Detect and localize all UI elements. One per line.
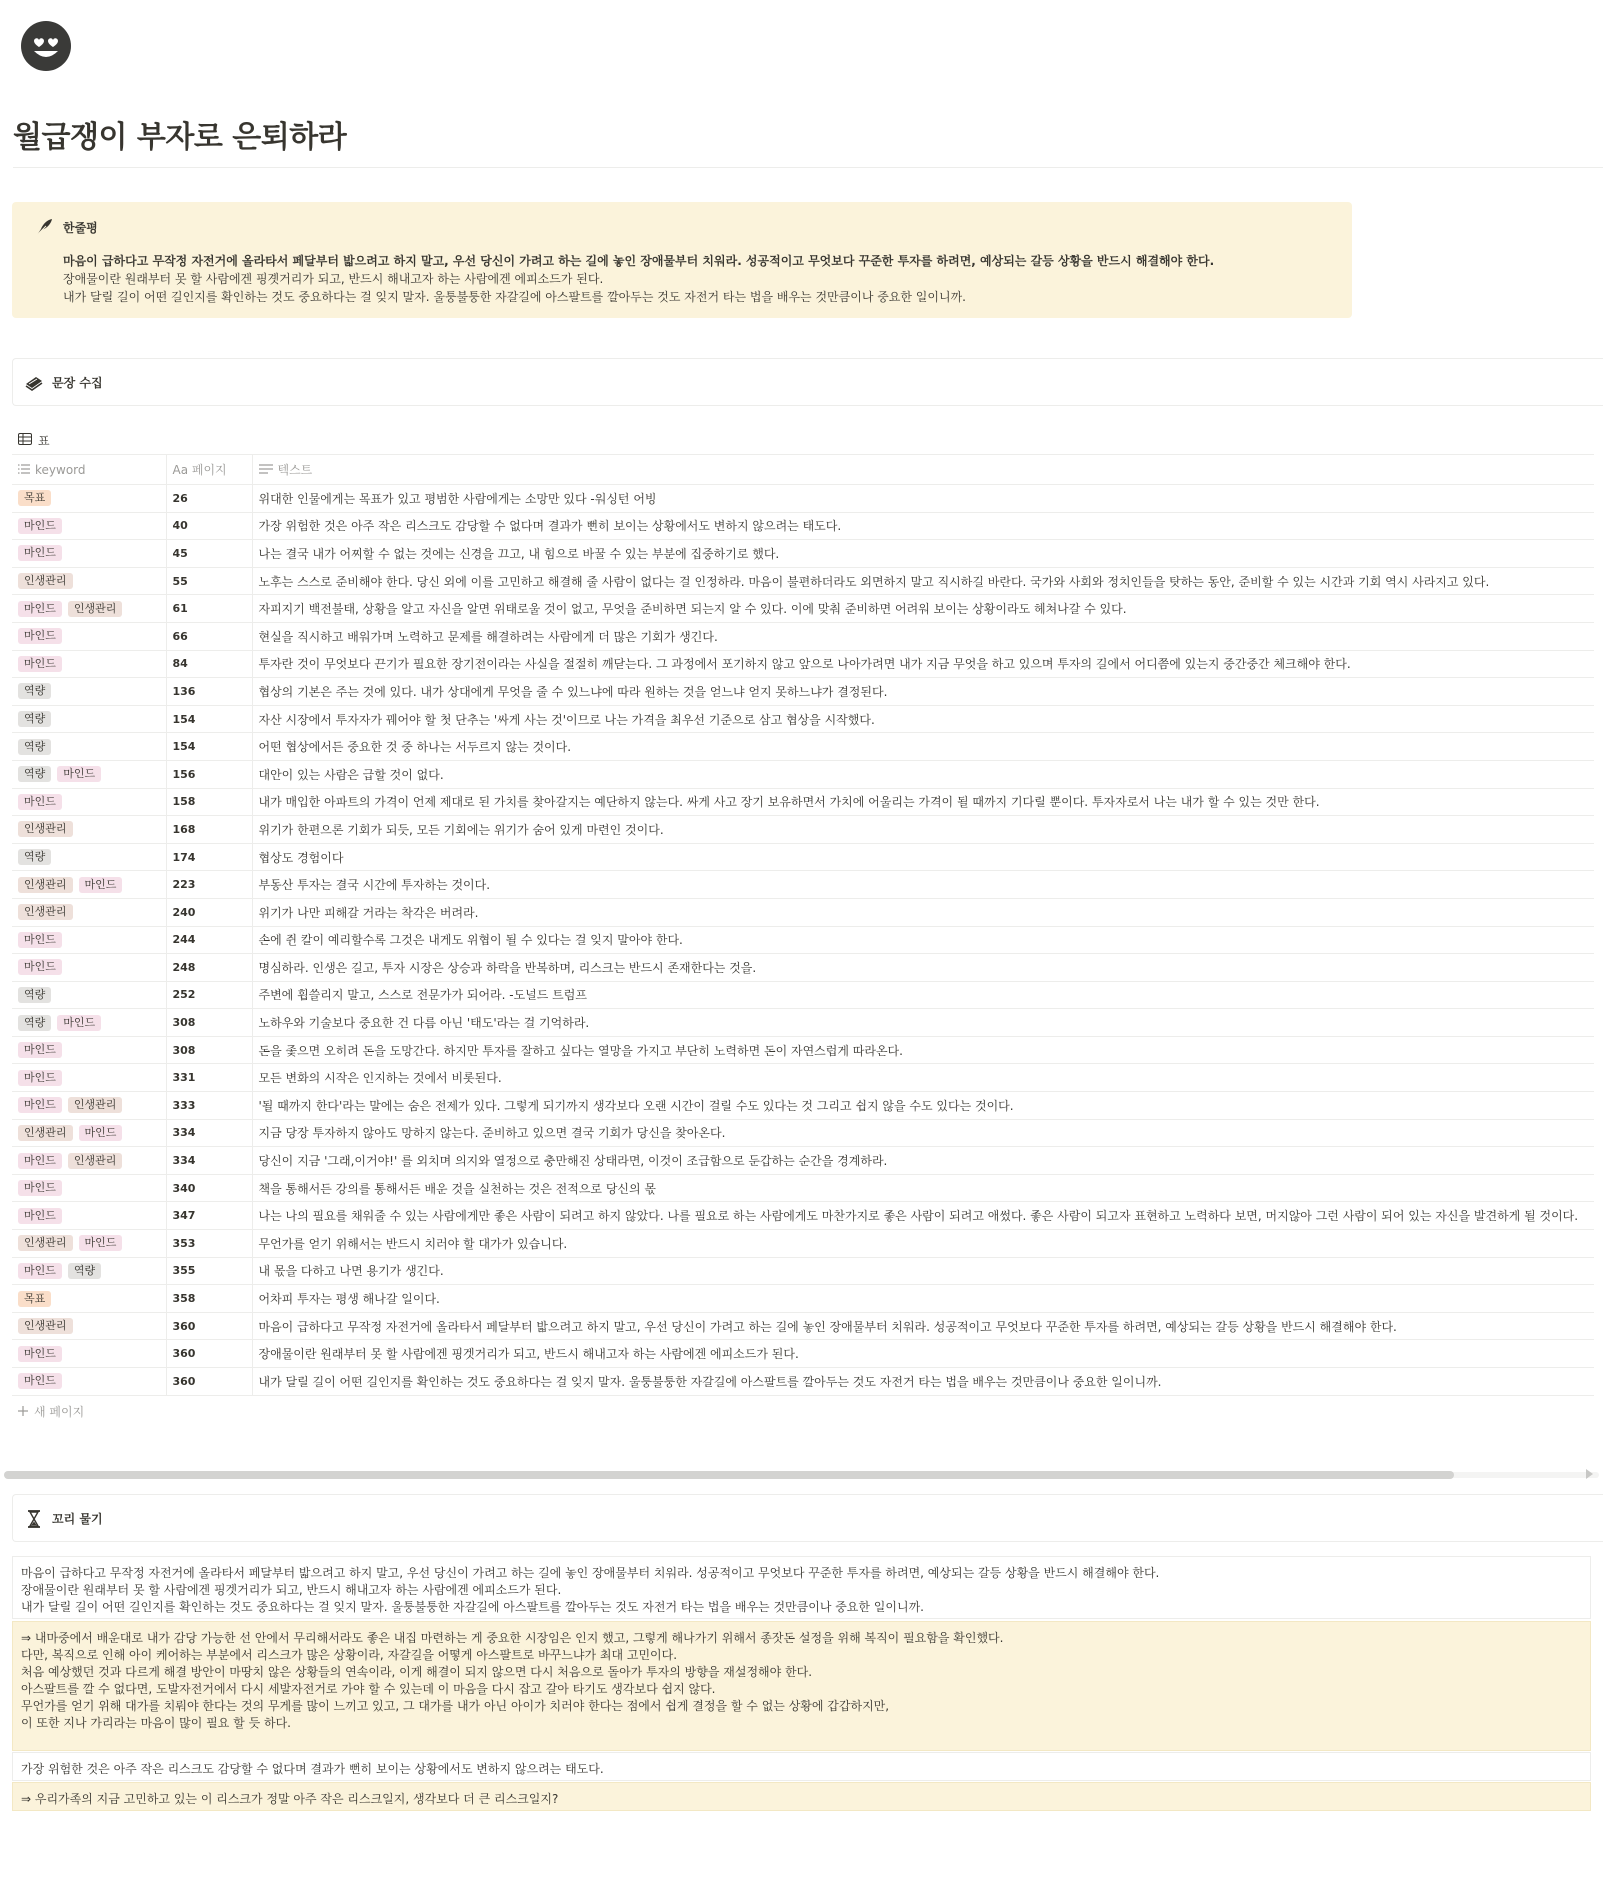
keyword-tag: 인생관리 [18, 877, 73, 893]
keyword-tag: 인생관리 [68, 601, 123, 617]
scrollbar-thumb[interactable] [4, 1471, 1454, 1479]
page-cell[interactable]: 358 [166, 1285, 252, 1313]
keyword-tag: 마인드 [18, 932, 62, 948]
text-cell[interactable]: 어떤 협상에서든 중요한 것 중 하나는 서두르지 않는 것이다. [252, 733, 1594, 761]
text-cell[interactable]: 어차피 투자는 평생 해나갈 일이다. [252, 1285, 1594, 1313]
text-cell[interactable]: 무언가를 얻기 위해서는 반드시 치러야 할 대가가 있습니다. [252, 1230, 1594, 1258]
keyword-tag: 마인드 [18, 1153, 62, 1169]
keyword-cell[interactable] [12, 898, 166, 926]
table-row[interactable] [12, 760, 1594, 788]
text-cell[interactable]: 내가 매입한 아파트의 가격이 언제 제대로 된 가치를 찾아갈지는 예단하지 않는다. 싸게 사고 장기 보유하면서 가치에 어울리는 가격이 될 때까지 기다릴 뿐이다. 투자자로서 나는 내가 할 수 있는 것만 한다. [252, 788, 1594, 816]
callout-line: 내가 달릴 길이 어떤 길인지를 확인하는 것도 중요하다는 걸 잊지 말자. 울퉁불퉁한 자갈길에 아스팔트를 깔아두는 것도 자전거 타는 법을 배우는 것만큼이나 중요한 일이니까. [63, 290, 966, 304]
keyword-cell[interactable] [12, 1312, 166, 1340]
keyword-tag: 역량 [18, 766, 51, 782]
table-row[interactable] [12, 1174, 1594, 1202]
text-cell[interactable]: 내 몫을 다하고 나면 용기가 생긴다. [252, 1257, 1594, 1285]
quote-line: 마음이 급하다고 무작정 자전거에 올라타서 페달부터 밟으려고 하지 말고, 우선 당신이 가려고 하는 길에 놓인 장애물부터 치워라. 성공적이고 무엇보다 꾸준한 투자를 하려면, 예상되는 갈등 상황을 반드시 해결해야 한다. [21, 1566, 1160, 1580]
keyword-tag: 마인드 [18, 959, 62, 975]
new-page-button[interactable] [18, 1403, 84, 1420]
table-row[interactable] [12, 705, 1594, 733]
page-cell[interactable]: 244 [166, 926, 252, 954]
page-cell[interactable]: 168 [166, 816, 252, 844]
column-label: keyword [35, 462, 86, 477]
page-cell[interactable]: 66 [166, 622, 252, 650]
column-header-keyword[interactable] [12, 455, 166, 485]
page-cell[interactable]: 360 [166, 1312, 252, 1340]
table-row[interactable] [12, 1147, 1594, 1175]
text-cell[interactable]: 노후는 스스로 준비해야 한다. 당신 외에 이를 고민하고 해결해 줄 사람이 없다는 걸 인정하라. 마음이 불편하더라도 외면하지 말고 직시하길 바란다. 국가와 사회와 정치인들을 탓하는 동안, 준비할 수 있는 시간과 기회 역시 사라지고 있다. [252, 567, 1594, 595]
page-cell[interactable]: 308 [166, 1009, 252, 1037]
table-row[interactable] [12, 1202, 1594, 1230]
keyword-tag: 마인드 [18, 1180, 62, 1196]
callout-title: 한줄평 [63, 221, 98, 235]
keyword-cell[interactable] [12, 981, 166, 1009]
page-cell[interactable]: 223 [166, 871, 252, 899]
keyword-cell[interactable] [12, 650, 166, 678]
text-lines-icon [259, 463, 273, 477]
reflection-note[interactable] [12, 1782, 1591, 1811]
table-row[interactable] [12, 1009, 1594, 1037]
table-row[interactable] [12, 926, 1594, 954]
keyword-tag: 인생관리 [68, 1097, 123, 1113]
text-cell[interactable]: 대안이 있는 사람은 급할 것이 없다. [252, 760, 1594, 788]
text-cell[interactable]: 투자란 것이 무엇보다 끈기가 필요한 장기전이라는 사실을 절절히 깨닫는다. 그 과정에서 포기하지 않고 앞으로 나아가려면 내가 지금 무엇을 하고 있으며 투자의 길에서 어디쯤에 있는지 중간중간 체크해야 한다. [252, 650, 1594, 678]
keyword-tag: 마인드 [18, 1070, 62, 1086]
keyword-cell[interactable] [12, 1119, 166, 1147]
keyword-cell[interactable] [12, 1257, 166, 1285]
keyword-cell[interactable] [12, 705, 166, 733]
table-row[interactable] [12, 1312, 1594, 1340]
keyword-cell[interactable] [12, 788, 166, 816]
keyword-tag: 인생관리 [68, 1153, 123, 1169]
keyword-tag: 마인드 [57, 766, 101, 782]
page-cell[interactable]: 340 [166, 1174, 252, 1202]
keyword-tag: 마인드 [18, 1208, 62, 1224]
text-cell[interactable]: 자피지기 백전불태, 상황을 알고 자신을 알면 위태로울 것이 없고, 무엇을 준비하면 되는지 알 수 있다. 이에 맞춰 준비하면 어려워 보이는 상황이라도 헤쳐나갈 수 있다. [252, 595, 1594, 623]
keyword-cell[interactable] [12, 512, 166, 540]
horizontal-scrollbar[interactable] [4, 1469, 1599, 1479]
text-cell[interactable]: '될 때까지 한다'라는 말에는 숨은 전제가 있다. 그렇게 되기까지 생각보다 오랜 시간이 걸릴 수도 있다는 것 그리고 쉽지 않을 수도 있다는 것이다. [252, 1092, 1594, 1120]
summary-callout[interactable] [12, 202, 1352, 318]
table-row[interactable] [12, 954, 1594, 982]
page-cell[interactable]: 333 [166, 1092, 252, 1120]
page-cell[interactable]: 347 [166, 1202, 252, 1230]
quote-block[interactable] [12, 1556, 1591, 1619]
table-row[interactable] [12, 678, 1594, 706]
keyword-cell[interactable] [12, 760, 166, 788]
keyword-tag: 마인드 [79, 1125, 123, 1141]
keyword-tag: 마인드 [18, 1097, 62, 1113]
keyword-tag: 인생관리 [18, 1125, 73, 1141]
table-row[interactable] [12, 981, 1594, 1009]
note-line: 무언가를 얻기 위해 대가를 치뤄야 한다는 것의 무게를 많이 느끼고 있고, 그 대가를 내가 아닌 아이가 치러야 한다는 점에서 쉽게 결정을 할 수 없는 상황에 갑갑하지만, [21, 1699, 890, 1713]
keyword-cell[interactable] [12, 1230, 166, 1258]
keyword-cell[interactable] [12, 1036, 166, 1064]
table-row[interactable] [12, 512, 1594, 540]
reflection-note[interactable] [12, 1621, 1591, 1751]
page-cell[interactable]: 331 [166, 1064, 252, 1092]
list-icon [18, 463, 30, 477]
keyword-cell[interactable] [12, 1147, 166, 1175]
keyword-cell[interactable] [12, 733, 166, 761]
keyword-tag: 마인드 [79, 1235, 123, 1251]
section-title: 문장 수집 [52, 376, 103, 390]
keyword-tag: 목표 [18, 1291, 51, 1307]
page-cell[interactable]: 154 [166, 733, 252, 761]
smiling-face-with-heart-eyes-icon[interactable] [20, 20, 72, 72]
table-row[interactable] [12, 871, 1594, 899]
keyword-tag: 마인드 [18, 628, 62, 644]
page-cell[interactable]: 252 [166, 981, 252, 1009]
page-cell[interactable]: 84 [166, 650, 252, 678]
feather-pen-icon [34, 217, 54, 237]
keyword-cell[interactable] [12, 926, 166, 954]
text-cell[interactable]: 모든 변화의 시작은 인지하는 것에서 비롯된다. [252, 1064, 1594, 1092]
text-cell[interactable]: 부동산 투자는 결국 시간에 투자하는 것이다. [252, 871, 1594, 899]
keyword-tag: 마인드 [18, 601, 62, 617]
keyword-tag: 역량 [18, 739, 51, 755]
keyword-tag: 인생관리 [18, 821, 73, 837]
keyword-tag: 마인드 [79, 877, 123, 893]
keyword-tag: 역량 [68, 1263, 101, 1279]
keyword-tag: 역량 [18, 849, 51, 865]
page-title[interactable]: 월급쟁이 부자로 은퇴하라 [13, 120, 347, 155]
keyword-tag: 마인드 [18, 545, 62, 561]
section-header-tail[interactable] [12, 1494, 1603, 1542]
text-cell[interactable]: 협상도 경험이다 [252, 843, 1594, 871]
text-cell[interactable]: 내가 달릴 길이 어떤 길인지를 확인하는 것도 중요하다는 걸 잊지 말자. 울퉁불퉁한 자갈길에 아스팔트를 깔아두는 것도 자전거 타는 법을 배우는 것만큼이나 중요한 일이니까. [252, 1368, 1594, 1396]
text-cell[interactable]: 가장 위험한 것은 아주 작은 리스크도 감당할 수 없다며 결과가 뻔히 보이는 상황에서도 변하지 않으려는 태도다. [252, 512, 1594, 540]
table-row[interactable] [12, 650, 1594, 678]
keyword-tag: 마인드 [18, 1042, 62, 1058]
note-line: 다만, 복직으로 인해 아이 케어하는 부분에서 리스크가 많은 상황이라, 자갈길을 어떻게 아스팔트로 바꾸느냐가 최대 고민이다. [21, 1648, 678, 1662]
text-cell[interactable]: 손에 쥔 칼이 예리할수록 그것은 내게도 위협이 될 수 있다는 걸 잊지 말아야 한다. [252, 926, 1594, 954]
keyword-tag: 역량 [18, 711, 51, 727]
note-line: 이 또한 지나 가리라는 마음이 많이 필요 할 듯 하다. [21, 1716, 291, 1730]
plus-icon [18, 1405, 28, 1419]
page-cell[interactable]: 360 [166, 1368, 252, 1396]
table-row[interactable] [12, 622, 1594, 650]
hourglass-icon [24, 1509, 44, 1529]
column-label: 텍스트 [277, 463, 313, 477]
note-line: 처음 예상했던 것과 다르게 해결 방안이 마땅치 않은 상황들의 연속이라, 이게 해결이 되지 않으면 다시 처음으로 돌아가 투자의 방향을 재설정해야 한다. [21, 1665, 813, 1679]
keyword-cell[interactable] [12, 1174, 166, 1202]
page-cell[interactable]: 240 [166, 898, 252, 926]
view-tab-table[interactable] [18, 432, 50, 449]
text-cell[interactable]: 위기가 나만 피해갈 거라는 착각은 버려라. [252, 898, 1594, 926]
page-cell[interactable]: 174 [166, 843, 252, 871]
keyword-tag: 목표 [18, 490, 51, 506]
page-cell[interactable]: 360 [166, 1340, 252, 1368]
page-cell[interactable]: 334 [166, 1119, 252, 1147]
keyword-tag: 마인드 [18, 1263, 62, 1279]
text-cell[interactable]: 노하우와 기술보다 중요한 건 다름 아닌 '태도'라는 걸 기억하라. [252, 1009, 1594, 1037]
keyword-tag: 마인드 [18, 518, 62, 534]
view-label: 표 [38, 434, 50, 448]
page-cell[interactable]: 55 [166, 567, 252, 595]
page-cell[interactable]: 248 [166, 954, 252, 982]
quote-line: 장애물이란 원래부터 못 할 사람에겐 핑겟거리가 되고, 반드시 해내고자 하는 사람에겐 에피소드가 된다. [21, 1583, 562, 1597]
keyword-tag: 역량 [18, 987, 51, 1003]
keyword-tag: 마인드 [57, 1015, 101, 1031]
keyword-cell[interactable] [12, 816, 166, 844]
callout-line: 장애물이란 원래부터 못 할 사람에겐 핑곗거리가 되고, 반드시 해내고자 하는 사람에겐 에피소드가 된다. [63, 272, 604, 286]
text-cell[interactable]: 위대한 인물에게는 목표가 있고 평범한 사람에게는 소망만 있다 -워싱턴 어빙 [252, 485, 1594, 513]
table-row[interactable] [12, 1064, 1594, 1092]
table-row[interactable] [12, 1036, 1594, 1064]
page-cell[interactable]: 353 [166, 1230, 252, 1258]
text-cell[interactable]: 당신이 지금 '그래,이거야!' 를 외치며 의지와 열정으로 충만해진 상태라면, 이것이 조급함으로 둔갑하는 순간을 경계하라. [252, 1147, 1594, 1175]
note-line: ⇒ 내마중에서 배운대로 내가 감당 가능한 선 안에서 무리해서라도 좋은 내집 마련하는 게 중요한 시장임은 인지 했고, 그렇게 해나가기 위해서 종잣돈 설정을 위해 복직이 필요함을 확인했다. [21, 1631, 1004, 1645]
keyword-tag: 역량 [18, 1015, 51, 1031]
new-page-label: 새 페이지 [34, 1405, 85, 1419]
keyword-cell[interactable] [12, 622, 166, 650]
keyword-cell[interactable] [12, 871, 166, 899]
text-cell[interactable]: 자산 시장에서 투자자가 꿰어야 할 첫 단추는 '싸게 사는 것'이므로 나는 가격을 최우선 기준으로 삼고 협상을 시작했다. [252, 705, 1594, 733]
table-row[interactable] [12, 567, 1594, 595]
table-row[interactable] [12, 898, 1594, 926]
table-row[interactable] [12, 1092, 1594, 1120]
page-cell[interactable]: 136 [166, 678, 252, 706]
table-row[interactable] [12, 1230, 1594, 1258]
keyword-tag: 마인드 [18, 794, 62, 810]
keyword-tag: 인생관리 [18, 904, 73, 920]
text-cell[interactable]: 나는 나의 필요를 채워줄 수 있는 사람에게만 좋은 사람이 되려고 하지 않았다. 나를 필요로 하는 사람에게도 마찬가지로 좋은 사람이 되려고 애썼다. 좋은 사람이 되고자 표현하고 노력하다 보면, 머지않아 그런 사람이 되어 있는 자신을 발견하게 될 것이다. [252, 1202, 1594, 1230]
quote-line: 내가 달릴 길이 어떤 길인지를 확인하는 것도 중요하다는 걸 잊지 말자. 울퉁불퉁한 자갈길에 아스팔트를 깔아두는 것도 자전거 타는 법을 배우는 것만큼이나 중요한 일이니까. [21, 1600, 924, 1614]
text-cell[interactable]: 책을 통해서든 강의를 통해서든 배운 것을 실천하는 것은 전적으로 당신의 몫 [252, 1174, 1594, 1202]
keyword-cell[interactable] [12, 1340, 166, 1368]
keyword-cell[interactable] [12, 1368, 166, 1396]
text-cell[interactable]: 나는 결국 내가 어찌할 수 없는 것에는 신경을 끄고, 내 힘으로 바꿀 수 있는 부분에 집중하기로 했다. [252, 540, 1594, 568]
text-cell[interactable]: 협상의 기본은 주는 것에 있다. 내가 상대에게 무엇을 줄 수 있느냐에 따라 원하는 것을 얻느냐 얻지 못하느냐가 결정된다. [252, 678, 1594, 706]
table-row[interactable] [12, 540, 1594, 568]
keyword-tag: 인생관리 [18, 573, 73, 589]
keyword-tag: 인생관리 [18, 1318, 73, 1334]
keyword-cell[interactable] [12, 1092, 166, 1120]
page-cell[interactable]: 334 [166, 1147, 252, 1175]
callout-body [63, 252, 1214, 306]
text-cell[interactable]: 현실을 직시하고 배워가며 노력하고 문제를 해결하려는 사람에게 더 많은 기회가 생긴다. [252, 622, 1594, 650]
quotes-table [12, 454, 1594, 1396]
table-row[interactable] [12, 1340, 1594, 1368]
quote-line: 가장 위험한 것은 아주 작은 리스크도 감당할 수 없다며 결과가 뻔히 보이는 상황에서도 변하지 않으려는 태도다. [21, 1762, 604, 1776]
table-row[interactable] [12, 485, 1594, 513]
column-header-text[interactable] [252, 455, 1594, 485]
keyword-cell[interactable] [12, 567, 166, 595]
text-cell[interactable]: 마음이 급하다고 무작정 자전거에 올라타서 페달부터 밟으려고 하지 말고, 우선 당신이 가려고 하는 길에 놓인 장애물부터 치워라. 성공적이고 무엇보다 꾸준한 투자를 하려면, 예상되는 갈등 상황을 반드시 해결해야 한다. [252, 1312, 1594, 1340]
column-header-page[interactable] [166, 455, 252, 485]
callout-line-bold: 마음이 급하다고 무작정 자전거에 올라타서 페달부터 밟으려고 하지 말고, 우선 당신이 가려고 하는 길에 놓인 장애물부터 치워라. 성공적이고 무엇보다 꾸준한 투자를 하려면, 예상되는 갈등 상황을 반드시 해결해야 한다. [63, 254, 1215, 268]
books-icon [24, 373, 44, 393]
note-line: ⇒ 우리가족의 지금 고민하고 있는 이 리스크가 정말 아주 작은 리스크일지, 생각보다 더 큰 리스크일지? [21, 1792, 559, 1806]
scroll-right-arrow-icon[interactable] [1586, 1469, 1593, 1479]
page-cell[interactable]: 61 [166, 595, 252, 623]
table-row[interactable] [12, 1119, 1594, 1147]
text-cell[interactable]: 위기가 한편으론 기회가 되듯, 모든 기회에는 위기가 숨어 있게 마련인 것이다. [252, 816, 1594, 844]
table-row[interactable] [12, 595, 1594, 623]
page-cell[interactable]: 158 [166, 788, 252, 816]
keyword-cell[interactable] [12, 540, 166, 568]
page-cell[interactable]: 45 [166, 540, 252, 568]
table-icon [18, 433, 32, 448]
keyword-cell[interactable] [12, 1285, 166, 1313]
column-label: Aa 페이지 [172, 463, 227, 477]
section-title: 꼬리 물기 [52, 1512, 103, 1526]
page-cell[interactable]: 26 [166, 485, 252, 513]
page-cell[interactable]: 156 [166, 760, 252, 788]
keyword-cell[interactable] [12, 595, 166, 623]
section-header-quotes[interactable] [12, 358, 1603, 406]
keyword-cell[interactable] [12, 1009, 166, 1037]
keyword-cell[interactable] [12, 1202, 166, 1230]
text-cell[interactable]: 장애물이란 원래부터 못 할 사람에겐 핑겟거리가 되고, 반드시 해내고자 하는 사람에겐 에피소드가 된다. [252, 1340, 1594, 1368]
quote-block[interactable] [12, 1752, 1591, 1781]
keyword-tag: 마인드 [18, 1346, 62, 1362]
keyword-cell[interactable] [12, 485, 166, 513]
keyword-cell[interactable] [12, 843, 166, 871]
keyword-tag: 인생관리 [18, 1235, 73, 1251]
table-row[interactable] [12, 733, 1594, 761]
keyword-cell[interactable] [12, 678, 166, 706]
text-cell[interactable]: 주변에 휩쓸리지 말고, 스스로 전문가가 되어라. -도널드 트럼프 [252, 981, 1594, 1009]
keyword-cell[interactable] [12, 954, 166, 982]
text-cell[interactable]: 돈을 좇으면 오히려 돈을 도망간다. 하지만 투자를 잘하고 싶다는 열망을 가지고 부단히 노력하면 돈이 자연스럽게 따라온다. [252, 1036, 1594, 1064]
table-row[interactable] [12, 816, 1594, 844]
keyword-tag: 역량 [18, 683, 51, 699]
keyword-tag: 마인드 [18, 1373, 62, 1389]
table-row[interactable] [12, 843, 1594, 871]
title-divider [13, 167, 1603, 168]
keyword-tag: 마인드 [18, 656, 62, 672]
table-header-row [12, 455, 1594, 485]
keyword-cell[interactable] [12, 1064, 166, 1092]
table-row[interactable] [12, 1257, 1594, 1285]
note-line: 아스팔트를 깔 수 없다면, 도발자전거에서 다시 세발자전거로 가야 할 수 있는데 이 마음을 다시 잡고 갈아 타기도 생각보다 쉽지 않다. [21, 1682, 716, 1696]
text-cell[interactable]: 지금 당장 투자하지 않아도 망하지 않는다. 준비하고 있으면 결국 기회가 당신을 찾아온다. [252, 1119, 1594, 1147]
page-cell[interactable]: 308 [166, 1036, 252, 1064]
table-row[interactable] [12, 1285, 1594, 1313]
text-cell[interactable]: 명심하라. 인생은 길고, 투자 시장은 상승과 하락을 반복하며, 리스크는 반드시 존재한다는 것을. [252, 954, 1594, 982]
table-row[interactable] [12, 788, 1594, 816]
page-cell[interactable]: 355 [166, 1257, 252, 1285]
page-cell[interactable]: 40 [166, 512, 252, 540]
page-cell[interactable]: 154 [166, 705, 252, 733]
table-row[interactable] [12, 1368, 1594, 1396]
